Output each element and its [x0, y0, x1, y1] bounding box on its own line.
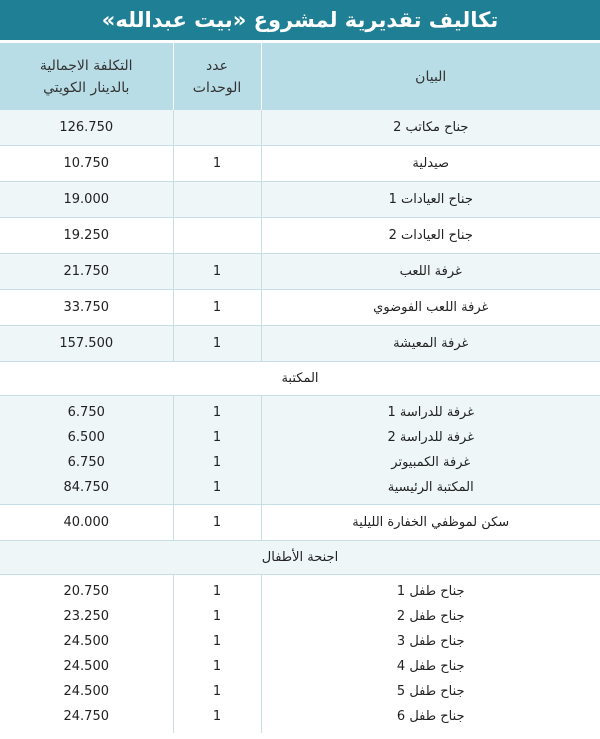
row-description: غرفة للدراسة 2: [261, 425, 600, 450]
kids-wings-heading: اجنحة الأطفال: [0, 541, 600, 575]
row-units: [173, 182, 261, 218]
table-row: [0, 629, 600, 654]
row-units: 1: [173, 254, 261, 290]
row-cost: 24.500: [0, 629, 173, 654]
header-units: [173, 43, 261, 110]
row-cost: 23.250: [0, 604, 173, 629]
row-description: جناح طفل 4: [261, 654, 600, 679]
table-row: [0, 326, 600, 362]
table-row: [0, 450, 600, 475]
row-description: جناح طفل 3: [261, 629, 600, 654]
row-units: 1: [173, 575, 261, 605]
header-description: البيان: [261, 43, 600, 110]
row-units: 1: [173, 450, 261, 475]
row-description: جناح طفل 6: [261, 704, 600, 733]
header-cost-line1: التكلفة الاجمالية: [39, 57, 133, 74]
row-description: جناح طفل 1: [261, 575, 600, 605]
row-units: 1: [173, 396, 261, 426]
row-description: جناح طفل 5: [261, 679, 600, 704]
row-description: غرفة للدراسة 1: [261, 396, 600, 426]
row-units: 1: [173, 146, 261, 182]
row-cost: 24.500: [0, 679, 173, 704]
row-description: غرفة اللعب الفوضوي: [261, 290, 600, 326]
row-cost: 24.500: [0, 654, 173, 679]
library-heading: المكتبة: [0, 362, 600, 396]
header-cost-line2: بالدينار الكويتي: [43, 79, 130, 96]
table-row: [0, 505, 600, 541]
row-cost: 33.750: [0, 290, 173, 326]
row-description: جناح طفل 2: [261, 604, 600, 629]
row-description: المكتبة الرئيسية: [261, 475, 600, 505]
row-cost: 6.750: [0, 450, 173, 475]
header-row: [0, 43, 600, 110]
row-units: 1: [173, 326, 261, 362]
row-cost: 19.250: [0, 218, 173, 254]
row-cost: 21.750: [0, 254, 173, 290]
row-cost: 40.000: [0, 505, 173, 541]
row-cost: 157.500: [0, 326, 173, 362]
cost-table: [0, 43, 600, 733]
table-row: [0, 396, 600, 426]
header-units-line1: عدد: [206, 57, 228, 74]
row-description: سكن لموظفي الخفارة الليلية: [261, 505, 600, 541]
table-row: [0, 290, 600, 326]
section-heading-row: [0, 541, 600, 575]
table-row: [0, 679, 600, 704]
row-units: 1: [173, 629, 261, 654]
row-units: 1: [173, 679, 261, 704]
row-units: [173, 218, 261, 254]
table-row: [0, 146, 600, 182]
row-units: 1: [173, 290, 261, 326]
row-description: غرفة الكمبيوتر: [261, 450, 600, 475]
table-row: [0, 254, 600, 290]
row-cost: 84.750: [0, 475, 173, 505]
table-row: [0, 425, 600, 450]
row-units: 1: [173, 604, 261, 629]
table-title: تكاليف تقديرية لمشروع «بيت عبدالله»: [0, 0, 600, 43]
row-description: جناح العيادات 2: [261, 218, 600, 254]
row-description: غرفة اللعب: [261, 254, 600, 290]
table-row: [0, 110, 600, 146]
row-cost: 6.500: [0, 425, 173, 450]
row-cost: 10.750: [0, 146, 173, 182]
row-units: 1: [173, 654, 261, 679]
row-description: جناح العيادات 1: [261, 182, 600, 218]
table-row: [0, 704, 600, 733]
row-cost: 24.750: [0, 704, 173, 733]
row-cost: 20.750: [0, 575, 173, 605]
table-row: [0, 575, 600, 605]
header-units-line2: الوحدات: [192, 79, 242, 96]
row-units: 1: [173, 475, 261, 505]
row-cost: 19.000: [0, 182, 173, 218]
row-description: غرفة المعيشة: [261, 326, 600, 362]
row-units: [173, 110, 261, 146]
header-cost: [0, 43, 173, 110]
table-row: [0, 218, 600, 254]
section-heading-row: [0, 362, 600, 396]
row-cost: 126.750: [0, 110, 173, 146]
table-row: [0, 604, 600, 629]
table-row: [0, 475, 600, 505]
table-row: [0, 654, 600, 679]
row-units: 1: [173, 425, 261, 450]
row-description: صيدلية: [261, 146, 600, 182]
row-units: 1: [173, 704, 261, 733]
row-cost: 6.750: [0, 396, 173, 426]
row-units: 1: [173, 505, 261, 541]
row-description: جناح مكاتب 2: [261, 110, 600, 146]
table-row: [0, 182, 600, 218]
